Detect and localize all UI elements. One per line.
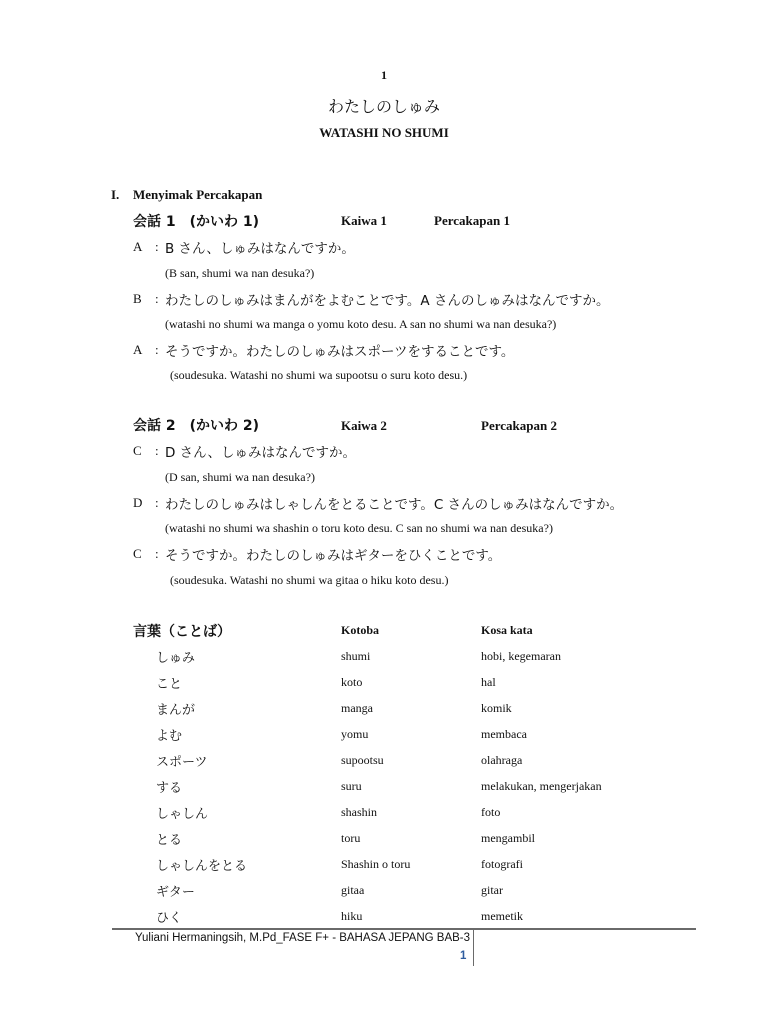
kaiwa1-separator: :	[155, 342, 159, 357]
vocab-word-jp: とる	[156, 833, 183, 848]
kaiwa2-speaker: D	[133, 495, 143, 510]
kaiwa1-line-jp: B さん、しゅみはなんですか。	[165, 241, 355, 257]
kaiwa2-line-jp: わたしのしゅみはしゃしんをとることです。C さんのしゅみはなんですか。	[165, 497, 624, 513]
vocab-word-meaning: komik	[481, 701, 512, 715]
kaiwa1-line-romaji: (B san, shumi wa nan desuka?)	[165, 266, 315, 280]
kaiwa1-heading-jp: 会話 1 (かいわ 1)	[133, 214, 260, 230]
footer-rule	[112, 928, 696, 930]
vocab-word-romaji: Shashin o toru	[341, 857, 411, 871]
kaiwa1-separator: :	[155, 291, 159, 306]
kaiwa2-line-romaji: (soudesuka. Watashi no shumi wa gitaa o hiku koto desu.)	[170, 573, 449, 587]
kaiwa1-line-jp: そうですか。わたしのしゅみはスポーツをすることです。	[165, 344, 515, 360]
vocab-word-romaji: yomu	[341, 727, 369, 741]
footer-divider	[473, 929, 474, 966]
vocab-word-jp: しゃしんをとる	[156, 859, 248, 874]
vocab-word-jp: よむ	[156, 729, 183, 744]
kaiwa1-heading-kaiwa: Kaiwa 1	[341, 213, 387, 228]
vocab-word-romaji: suru	[341, 779, 362, 793]
kaiwa1-speaker: A	[133, 239, 143, 254]
kaiwa1-line-jp: わたしのしゅみはまんがをよむことです。A さんのしゅみはなんですか。	[165, 293, 610, 309]
footer-page-number: 1	[460, 950, 467, 962]
vocab-word-meaning: olahraga	[481, 753, 523, 767]
kaiwa1-speaker: A	[133, 342, 143, 357]
kaiwa1-heading-percakapan: Percakapan 1	[434, 213, 510, 228]
footer-text: Yuliani Hermaningsih, M.Pd_FASE F+ - BAHASA JEPANG BAB-3	[135, 932, 471, 944]
vocab-word-meaning: fotografi	[481, 857, 523, 871]
vocab-heading-kosakata: Kosa kata	[481, 623, 533, 637]
vocab-word-romaji: shashin	[341, 805, 377, 819]
kaiwa2-speaker: C	[133, 443, 142, 458]
page-title-jp: わたしのしゅみ	[327, 97, 440, 116]
kaiwa2-line-jp: D さん、しゅみはなんですか。	[165, 445, 356, 461]
vocab-word-jp: まんが	[156, 703, 196, 718]
vocab-word-meaning: membaca	[481, 727, 527, 741]
kaiwa2-separator: :	[155, 443, 159, 458]
vocab-word-jp: ギター	[156, 885, 195, 900]
vocab-word-jp: ひく	[156, 911, 183, 926]
kaiwa1-speaker: B	[133, 291, 142, 306]
kaiwa2-heading-jp: 会話 2 (かいわ 2)	[133, 418, 260, 434]
kaiwa2-speaker: C	[133, 546, 142, 561]
vocab-word-meaning: hobi, kegemaran	[481, 649, 561, 663]
vocab-word-jp: する	[156, 781, 183, 796]
vocab-word-meaning: hal	[481, 675, 496, 689]
vocab-word-romaji: toru	[341, 831, 361, 845]
chapter-number: 1	[381, 68, 387, 82]
kaiwa1-separator: :	[155, 239, 159, 254]
vocab-word-meaning: gitar	[481, 883, 503, 897]
vocab-word-romaji: supootsu	[341, 753, 384, 767]
kaiwa2-heading-kaiwa: Kaiwa 2	[341, 418, 387, 433]
section-title: Menyimak Percakapan	[133, 187, 263, 202]
kaiwa2-line-romaji: (watashi no shumi wa shashin o toru koto desu. C san no shumi wa nan desuka?)	[165, 521, 553, 535]
kaiwa2-separator: :	[155, 495, 159, 510]
vocab-word-jp: しゅみ	[156, 651, 196, 666]
vocab-word-romaji: hiku	[341, 909, 363, 923]
vocab-heading-kotoba: Kotoba	[341, 623, 380, 637]
vocab-word-romaji: gitaa	[341, 883, 365, 897]
vocab-word-jp: しゃしん	[156, 807, 209, 822]
vocab-word-romaji: manga	[341, 701, 373, 715]
vocab-word-jp: スポーツ	[156, 755, 208, 770]
vocab-word-meaning: memetik	[481, 909, 523, 923]
vocab-word-romaji: shumi	[341, 649, 371, 663]
vocab-word-romaji: koto	[341, 675, 363, 689]
vocab-word-meaning: mengambil	[481, 831, 535, 845]
page-title-romaji: WATASHI NO SHUMI	[319, 125, 449, 140]
kaiwa2-line-romaji: (D san, shumi wa nan desuka?)	[165, 470, 315, 484]
vocab-word-jp: こと	[156, 677, 183, 692]
kaiwa1-line-romaji: (watashi no shumi wa manga o yomu koto desu. A san no shumi wa nan desuka?)	[165, 317, 557, 331]
kaiwa2-heading-percakapan: Percakapan 2	[481, 418, 557, 433]
vocab-word-meaning: melakukan, mengerjakan	[481, 779, 602, 793]
kaiwa2-separator: :	[155, 546, 159, 561]
vocab-heading-jp: 言葉（ことば）	[133, 624, 231, 640]
kaiwa2-line-jp: そうですか。わたしのしゅみはギターをひくことです。	[165, 548, 502, 564]
vocab-word-meaning: foto	[481, 805, 501, 819]
kaiwa1-line-romaji: (soudesuka. Watashi no shumi wa supootsu o suru koto desu.)	[170, 368, 468, 382]
section-numeral: I.	[111, 187, 120, 202]
